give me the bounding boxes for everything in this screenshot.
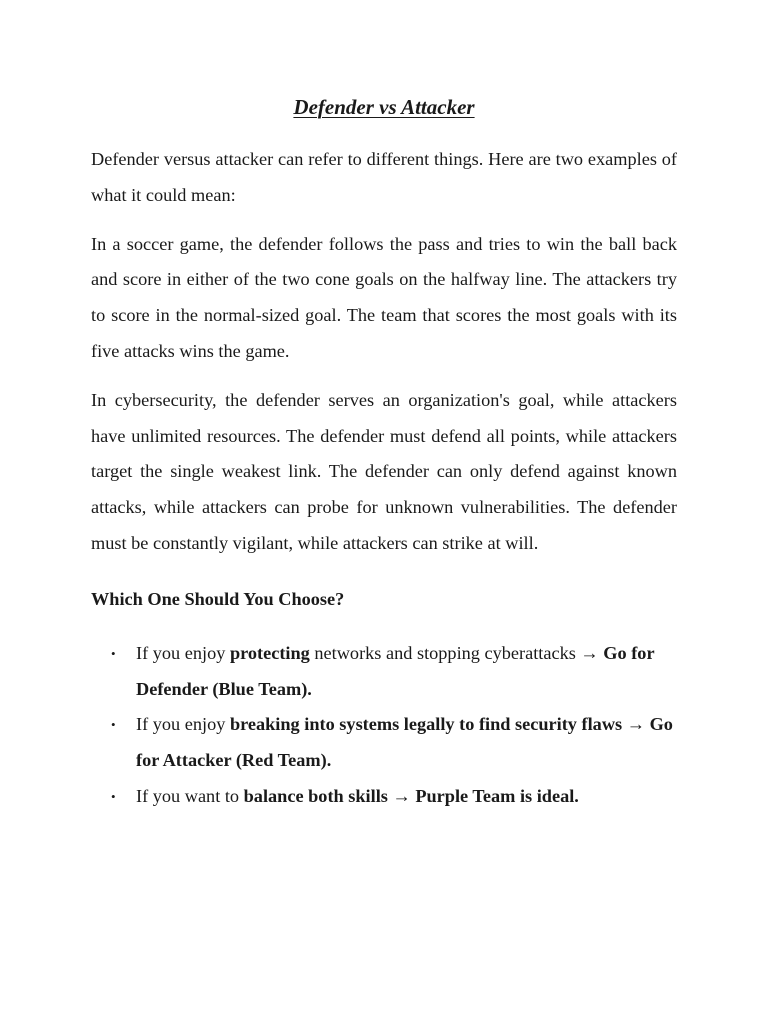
list-item bbox=[91, 636, 677, 708]
bullet-recommendation: → Go for Attacker (Red Team). bbox=[136, 714, 673, 771]
bullet-emphasis: protecting bbox=[229, 642, 310, 663]
bullet-text: If you enjoy bbox=[136, 642, 230, 663]
bullet-emphasis: balance both skills bbox=[243, 785, 388, 806]
bullet-text: If you want to bbox=[136, 785, 244, 806]
paragraph-cybersecurity: In cybersecurity, the defender serves an organization's goal, while attackers have unlimited resources. The defender must defend all points, while attackers target the single weakest link. The defender can only defend against known attacks, while attackers can probe for unknown vulnerabilities. The defender must be constantly vigilant, while attackers can strike at will. bbox=[91, 389, 677, 553]
bullet-emphasis: breaking into systems legally to find security flaws bbox=[229, 714, 623, 735]
bullet-recommendation: Go for Defender (Blue Team). bbox=[136, 642, 655, 699]
section-heading: Which One Should You Choose? bbox=[91, 588, 345, 609]
list-item bbox=[91, 779, 677, 815]
bullet-icon: • bbox=[111, 788, 116, 804]
bullet-text: → bbox=[387, 785, 416, 806]
bullet-icon: • bbox=[111, 645, 116, 661]
document-page bbox=[91, 93, 677, 815]
bullet-list bbox=[91, 636, 677, 815]
paragraph-soccer: In a soccer game, the defender follows the pass and tries to win the ball back and score in either of the two cone goals on the halfway line. The attackers try to score in the normal-sized goal. The team that scores the most goals with its five attacks wins the game. bbox=[91, 233, 677, 361]
document-title: Defender vs Attacker bbox=[293, 95, 475, 119]
bullet-text: If you enjoy bbox=[136, 714, 230, 735]
bullet-text: networks and stopping cyberattacks → bbox=[309, 642, 604, 663]
paragraph-intro: Defender versus attacker can refer to different things. Here are two examples of what it could mean: bbox=[91, 149, 677, 205]
bullet-icon: • bbox=[111, 717, 116, 733]
list-item bbox=[91, 707, 677, 779]
bullet-recommendation: Purple Team is ideal. bbox=[415, 785, 579, 806]
